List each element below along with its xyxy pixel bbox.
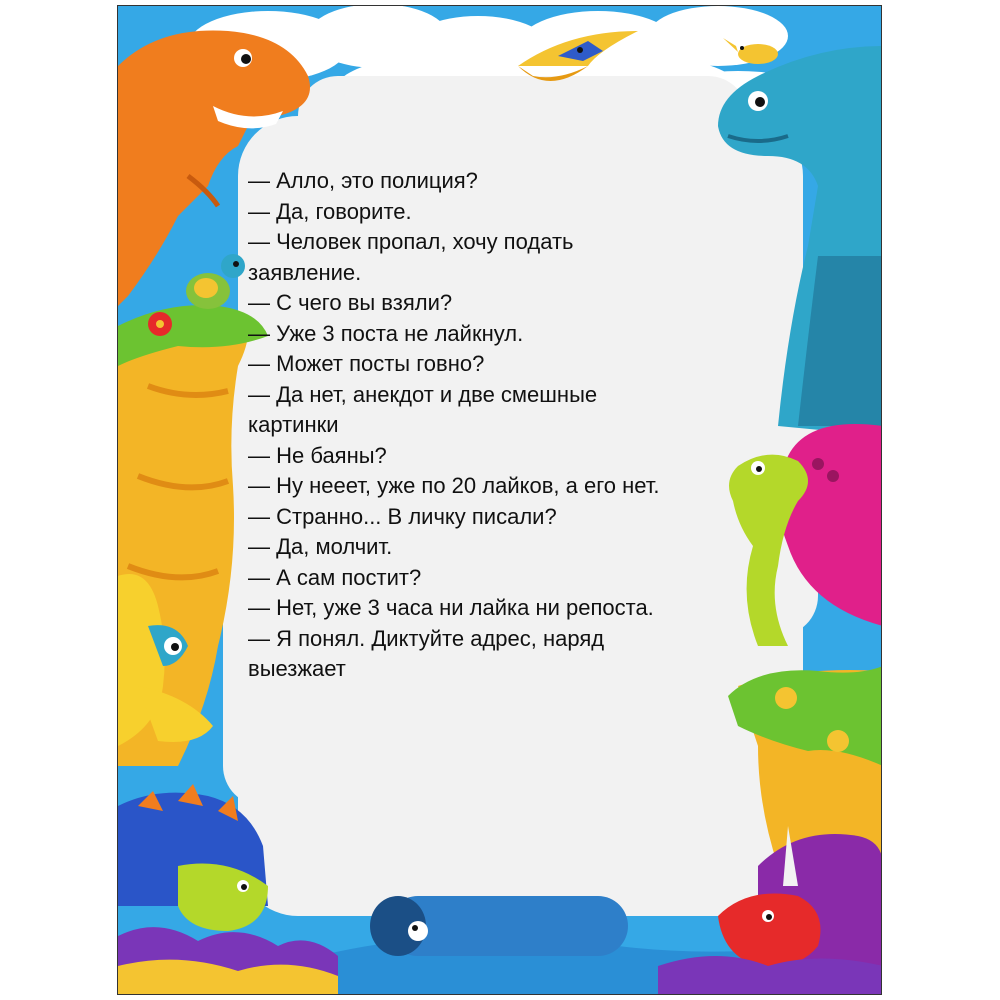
joke-line: — Ну нееет, уже по 20 лайков, а его нет.: [248, 473, 660, 498]
joke-text: [248, 166, 808, 685]
joke-line: — Не баяны?: [248, 442, 387, 468]
joke-line: — Я понял. Диктуйте адрес, наряд: [248, 625, 605, 651]
joke-line: — Да, молчит.: [248, 534, 393, 559]
dinosaur-frame-poster: [117, 5, 882, 995]
joke-line: — Да нет, анекдот и две смешные: [248, 381, 598, 407]
joke-line: — Алло, это полиция?: [248, 168, 478, 193]
raccoon-in-log-icon: [408, 921, 428, 941]
joke-line: — Странно... В личку писали?: [248, 503, 557, 529]
joke-line: — С чего вы взяли?: [248, 290, 453, 315]
joke-line: — Уже 3 поста не лайкнул.: [248, 320, 524, 346]
joke-line: — Да, говорите.: [248, 198, 412, 224]
flower-icon: [148, 312, 172, 336]
joke-line: — А сам постит?: [248, 564, 422, 590]
joke-line: выезжает: [248, 656, 346, 681]
joke-line: — Нет, уже 3 часа ни лайка ни репоста.: [248, 595, 654, 620]
joke-line: картинки: [248, 412, 339, 437]
joke-line: — Может посты говно?: [248, 351, 485, 376]
joke-line: заявление.: [248, 259, 362, 285]
joke-line: — Человек пропал, хочу подать: [248, 229, 574, 254]
